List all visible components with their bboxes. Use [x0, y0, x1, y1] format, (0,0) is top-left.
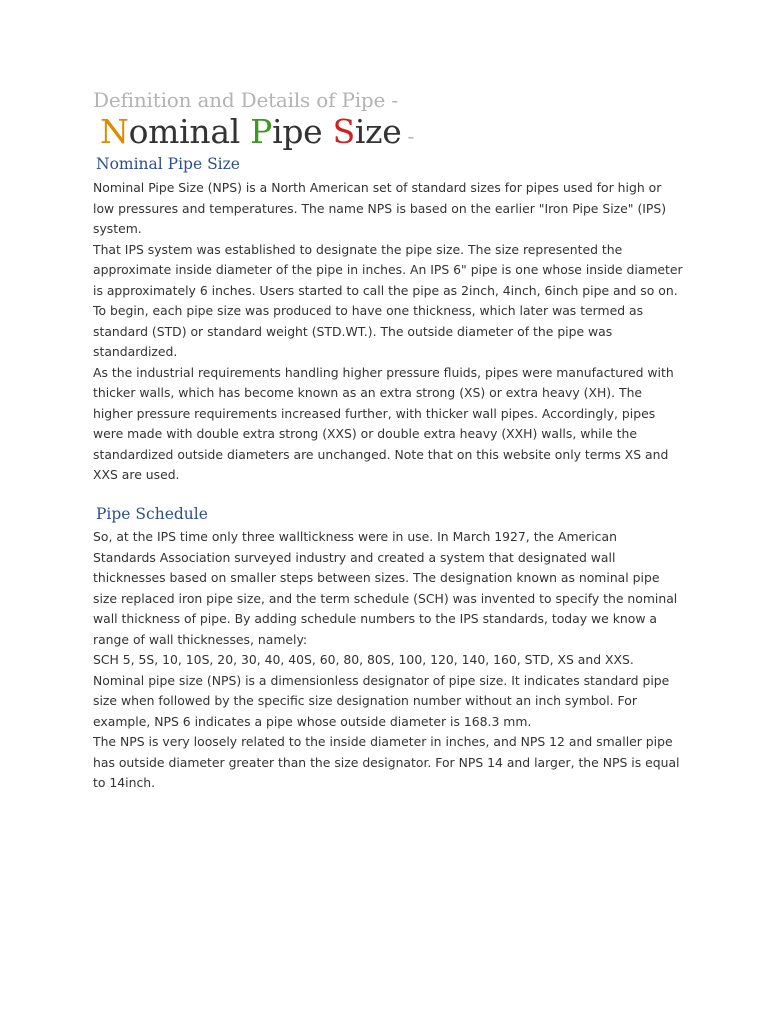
paragraph: SCH 5, 5S, 10, 10S, 20, 30, 40, 40S, 60, 80, 80S, 100, 120, 140, 160, STD, XS and XXS.	[93, 652, 634, 667]
title-part-ize: ize	[354, 112, 402, 151]
title-letter-n: N	[100, 112, 129, 151]
paragraph: The NPS is very loosely related to the inside diameter in inches, and NPS 12 and smaller pipe has outside diameter greater than the size designator. For NPS 14 and larger, the NPS is equal to 14inch.	[93, 734, 680, 790]
title-part-ominal: ominal	[128, 112, 251, 151]
title-letter-s: S	[332, 112, 355, 151]
section-heading-nominal-pipe-size: Nominal Pipe Size	[96, 155, 240, 173]
paragraph: That IPS system was established to designate the pipe size. The size represented the approximate inside diameter of the pipe in inches. An IPS 6" pipe is one whose inside diameter is approximately 6 inches. Users started to call the pipe as 2inch, 4inch, 6inch pipe and so on. To begin, each pipe size was produced to have one thickness, which later was termed as standard (STD) or standard weight (STD.WT.). The outside diameter of the pipe was standardized.	[93, 241, 683, 359]
section-heading-pipe-schedule: Pipe Schedule	[96, 505, 208, 523]
paragraph: So, at the IPS time only three walltickness were in use. In March 1927, the American Standards Association surveyed industry and created a system that designated wall thicknesses based on smaller steps between sizes. The designation known as nominal pipe size replaced iron pipe size, and the term schedule (SCH) was invented to specify the nominal wall thickness of pipe. By adding schedule numbers to the IPS standards, today we know a range of wall thicknesses, namely:	[93, 529, 678, 647]
title-letter-p: P	[250, 112, 273, 151]
page-title	[100, 112, 414, 151]
section-body-pipe-schedule	[93, 527, 683, 794]
paragraph: Nominal Pipe Size (NPS) is a North American set of standard sizes for pipes used for high or low pressures and temperatures. The name NPS is based on the earlier "Iron Pipe Size" (IPS) system.	[93, 180, 667, 236]
paragraph: As the industrial requirements handling higher pressure fluids, pipes were manufactured with thicker walls, which has become known as an extra strong (XS) or extra heavy (XH). The higher pressure requirements increased further, with thicker wall pipes. Accordingly, pipes were made with double extra strong (XXS) or double extra heavy (XXH) walls, while the standardized outside diameters are unchanged. Note that on this website only terms XS and XXS are used.	[93, 364, 674, 482]
title-dash: -	[407, 124, 414, 148]
title-part-ipe: ipe	[272, 112, 333, 151]
paragraph: Nominal pipe size (NPS) is a dimensionless designator of pipe size. It indicates standard pipe size when followed by the specific size designation number without an inch symbol. For example, NPS 6 indicates a pipe whose outside diameter is 168.3 mm.	[93, 672, 670, 729]
kicker-text: Definition and Details of Pipe -	[93, 88, 398, 112]
section-body-nominal-pipe-size	[93, 178, 683, 486]
